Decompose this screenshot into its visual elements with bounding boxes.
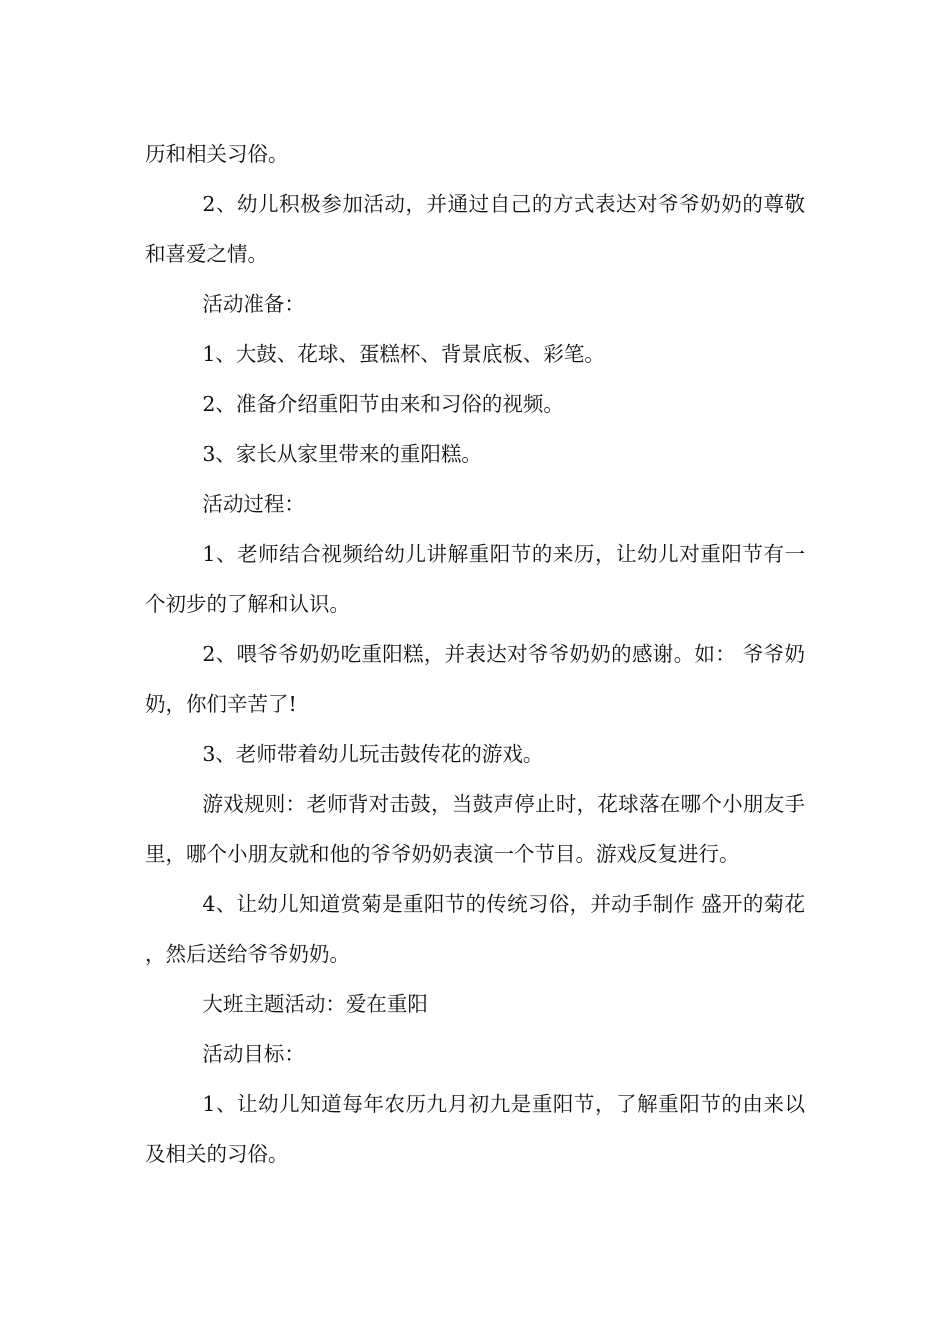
document-body	[145, 129, 805, 1179]
list-item: 3、家长从家里带来的重阳糕。	[202, 442, 482, 466]
section-heading: 活动目标：	[202, 1042, 305, 1066]
list-item: 2、准备介绍重阳节由来和习俗的视频。	[202, 392, 564, 416]
list-item: 1、让幼儿知道每年农历九月初九是重阳节，了解重阳节的由来以及相关的习俗。	[145, 1092, 805, 1166]
list-item: 1、大鼓、花球、蛋糕杯、背景底板、彩笔。	[202, 342, 605, 366]
list-item: 2、喂爷爷奶奶吃重阳糕，并表达对爷爷奶奶的感谢。如： 爷爷奶奶，你们辛苦了!	[145, 642, 805, 716]
list-item: 4、让幼儿知道赏菊是重阳节的传统习俗，并动手制作 盛开的菊花 ，然后送给爷爷奶奶。	[145, 892, 805, 966]
paragraph: 游戏规则：老师背对击鼓，当鼓声停止时，花球落在哪个小朋友手里，哪个小朋友就和他的爷爷奶奶表演一个节目。游戏反复进行。	[145, 792, 805, 866]
list-item: 3、老师带着幼儿玩击鼓传花的游戏。	[202, 742, 544, 766]
section-title: 大班主题活动：爱在重阳	[202, 992, 428, 1016]
paragraph: 历和相关习俗。	[145, 142, 289, 166]
section-heading: 活动准备：	[202, 292, 305, 316]
paragraph: 2、幼儿积极参加活动，并通过自己的方式表达对爷爷奶奶的尊敬和喜爱之情。	[145, 192, 805, 266]
section-heading: 活动过程：	[202, 492, 305, 516]
list-item: 1、老师结合视频给幼儿讲解重阳节的来历，让幼儿对重阳节有一个初步的了解和认识。	[145, 542, 805, 616]
